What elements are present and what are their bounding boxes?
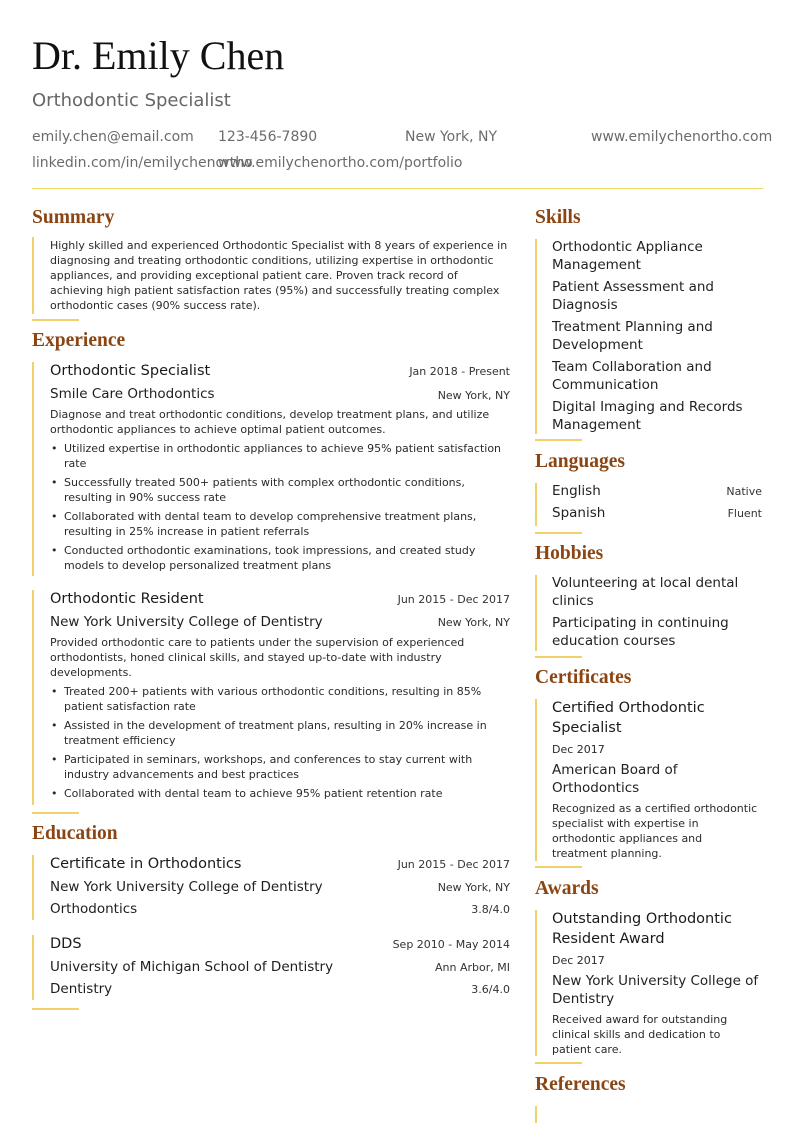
job-dates-2: Jun 2015 - Dec 2017 [397, 593, 510, 606]
skill-item: Treatment Planning and Development [552, 319, 713, 353]
hobbies-bar [535, 575, 537, 651]
skill-item: Patient Assessment and Diagnosis [552, 279, 714, 313]
education-bar [32, 855, 34, 920]
certificate-desc: Recognized as a certified orthodontic specialist with expertise in orthodontic appliances and treatment planning. [552, 802, 758, 860]
summary-heading: Summary [32, 207, 115, 228]
job-location-2: New York, NY [437, 616, 510, 629]
school-1: New York University College of Dentistry [50, 879, 323, 895]
person-name: Dr. Emily Chen [32, 33, 285, 78]
language-level: Fluent [727, 507, 762, 520]
section-underline [32, 1008, 79, 1010]
languages-bar [535, 483, 537, 526]
section-underline [535, 656, 582, 658]
list-item: • Treated 200+ patients with various orthodontic conditions, resulting in 85% patient satisfaction rate [51, 685, 482, 713]
skill-item: Team Collaboration and Communication [552, 359, 712, 393]
section-underline [32, 812, 79, 814]
email-link[interactable]: emily.chen@email.com [32, 129, 194, 145]
degree-dates-1: Jun 2015 - Dec 2017 [397, 858, 510, 871]
summary-bar [32, 237, 34, 314]
language-name: English [552, 483, 601, 499]
section-underline [32, 319, 79, 321]
education-heading: Education [32, 823, 118, 844]
references-heading: References [535, 1074, 626, 1095]
summary-text: Highly skilled and experienced Orthodontic Specialist with 8 years of experience in diagnosing and treating orthodontic conditions, utilizing expertise in orthodontic appliances, and providing exceptional patient care. Proven track record of achieving high patient satisfaction rates (95%) and successfully treating complex orthodontic cases (90% success rate). [50, 239, 508, 312]
phone-text: 123-456-7890 [218, 129, 318, 145]
portfolio-link[interactable]: www.emilychenortho.com/portfolio [218, 155, 463, 171]
job-desc-1: Diagnose and treat orthodontic conditions, develop treatment plans, and utilize orthodontic appliances to achieve optimal patient outcomes. [50, 408, 490, 436]
certificate-date: Dec 2017 [552, 743, 605, 756]
language-name: Spanish [552, 505, 606, 521]
job-desc-2: Provided orthodontic care to patients under the supervision of experienced orthodontists, honed clinical skills, and stayed up-to-date with industry developments. [50, 636, 465, 679]
certificate-org: American Board of Orthodontics [552, 762, 678, 796]
field-1: Orthodontics [50, 901, 138, 917]
job-title: Orthodontic Specialist [32, 90, 231, 111]
school-2: University of Michigan School of Dentistry [50, 959, 334, 975]
job-title-2: Orthodontic Resident [50, 591, 204, 607]
experience-bar [32, 590, 34, 805]
section-underline [535, 439, 582, 441]
hobby-item: Participating in continuing education courses [552, 615, 729, 649]
award-desc: Received award for outstanding clinical skills and dedication to patient care. [552, 1013, 728, 1056]
skill-item: Digital Imaging and Records Management [552, 399, 743, 433]
language-level: Native [726, 485, 762, 498]
section-underline [535, 1062, 582, 1064]
job-title-1: Orthodontic Specialist [50, 363, 211, 379]
school-location-2: Ann Arbor, MI [435, 961, 510, 974]
references-bar [535, 1106, 537, 1123]
job-org-1: Smile Care Orthodontics [50, 386, 215, 402]
skill-item: Orthodontic Appliance Management [552, 239, 703, 273]
awards-heading: Awards [535, 878, 599, 899]
list-item: • Utilized expertise in orthodontic appliances to achieve 95% patient satisfaction rate [51, 442, 502, 470]
list-item: • Successfully treated 500+ patients with complex orthodontic conditions, resulting in 90% success rate [51, 476, 465, 504]
job-dates-1: Jan 2018 - Present [409, 365, 510, 378]
education-bar [32, 935, 34, 1000]
list-item: • Collaborated with dental team to develop comprehensive treatment plans, resulting in 25% increase in patient referrals [51, 510, 477, 538]
hobbies-heading: Hobbies [535, 543, 604, 564]
languages-heading: Languages [535, 451, 625, 472]
linkedin-link[interactable]: linkedin.com/in/emilychenortho [32, 155, 253, 171]
list-item: • Conducted orthodontic examinations, took impressions, and created study models to develop personalized treatment plans [51, 544, 476, 572]
job-org-2: New York University College of Dentistry [50, 614, 323, 630]
job-location-1: New York, NY [437, 389, 510, 402]
header-divider [32, 188, 763, 189]
certificates-bar [535, 699, 537, 861]
award-org: New York University College of Dentistry [552, 973, 759, 1007]
skills-heading: Skills [535, 207, 581, 228]
skills-bar [535, 239, 537, 434]
certificate-name: Certified Orthodontic Specialist [552, 700, 705, 736]
experience-bar [32, 362, 34, 576]
list-item: • Collaborated with dental team to achieve 95% patient retention rate [51, 787, 443, 800]
field-2: Dentistry [50, 981, 113, 997]
list-item: • Participated in seminars, workshops, and conferences to stay current with industry advancements and best practices [51, 753, 473, 781]
gpa-2: 3.6/4.0 [471, 983, 510, 996]
website-link[interactable]: www.emilychenortho.com [591, 129, 773, 145]
hobby-item: Volunteering at local dental clinics [552, 575, 739, 609]
degree-dates-2: Sep 2010 - May 2014 [392, 938, 510, 951]
gpa-1: 3.8/4.0 [471, 903, 510, 916]
award-date: Dec 2017 [552, 954, 605, 967]
section-underline [535, 532, 582, 534]
school-location-1: New York, NY [437, 881, 510, 894]
list-item: • Assisted in the development of treatment plans, resulting in 20% increase in treatment efficiency [51, 719, 487, 747]
certificates-heading: Certificates [535, 667, 632, 688]
section-underline [535, 866, 582, 868]
award-name: Outstanding Orthodontic Resident Award [552, 911, 732, 947]
awards-bar [535, 910, 537, 1056]
degree-1: Certificate in Orthodontics [50, 856, 242, 872]
location-text: New York, NY [405, 129, 498, 145]
experience-heading: Experience [32, 330, 126, 351]
degree-2: DDS [50, 936, 82, 952]
